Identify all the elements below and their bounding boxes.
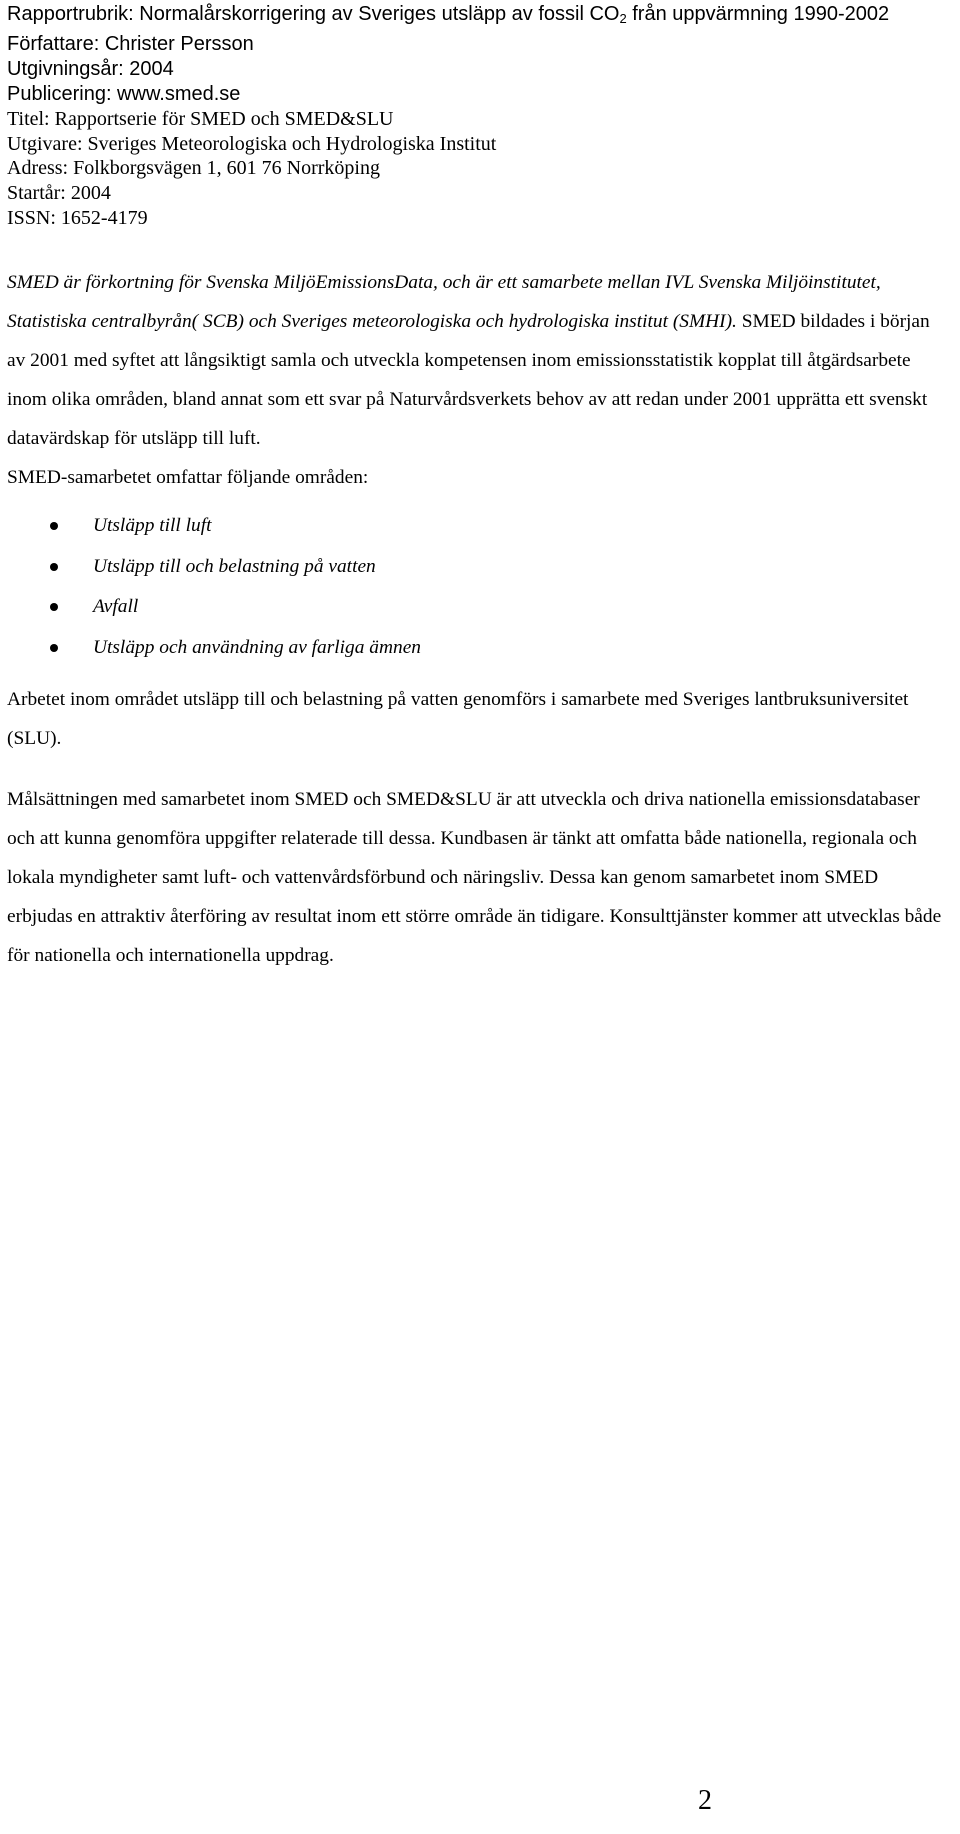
intro-text: SMED bildades i början av 2001 med syftet att långsiktigt samla och utveckla kompetensen inom emissionsstatistik kopplat till åtgärdsarbete inom olika områden, bland annat som ett svar på Naturvårdsverkets behov av att redan under 2001 upprätta ett svenskt datavärdskap för utsläpp till luft. — [7, 311, 930, 449]
publisher-line: Utgivare: Sveriges Meteorologiska och Hydrologiska Institut — [7, 132, 497, 155]
intro-paragraph — [7, 263, 947, 458]
bullet-icon — [50, 644, 58, 652]
intro-italic-text: SMED är förkortning för Svenska MiljöEmissionsData, och är ett samarbete mellan IVL Svenska Miljöinstitutet, Statistiska centralbyrån( SCB) och Sveriges meteorologiska och hydrologiska institut (SMHI). — [7, 272, 881, 332]
list-item — [7, 506, 947, 547]
bullet-icon — [50, 522, 58, 530]
paragraph-gap — [7, 758, 947, 780]
publication-site-line: Publicering: www.smed.se — [7, 82, 241, 105]
goals-paragraph: Målsättningen med samarbetet inom SMED och SMED&SLU är att utveckla och driva nationella emissionsdatabaser och att kunna genomföra uppgifter relaterade till dessa. Kundbasen är tänkt att omfatta både nationella, regionala och lokala myndigheter samt luft- och vattenvårdsförbund och näringsliv. Dessa kan genom samarbetet inom SMED erbjudas en attraktiv återföring av resultat inom ett större område än tidigare. Konsulttjänster kommer att utvecklas både för nationella och internationella uppdrag. — [7, 789, 942, 966]
publication-year-line: Utgivningsår: 2004 — [7, 57, 174, 80]
document-body — [7, 263, 947, 975]
areas-list — [7, 506, 947, 668]
start-year-line: Startår: 2004 — [7, 182, 111, 205]
address-line: Adress: Folkborgsvägen 1, 601 76 Norrköping — [7, 157, 380, 180]
list-item — [7, 547, 947, 588]
series-title-line: Titel: Rapportserie för SMED och SMED&SLU — [7, 107, 394, 130]
report-title-prefix: Rapportrubrik: Normalårskorrigering av Sveriges utsläpp av fossil CO — [7, 3, 620, 25]
report-title-line — [7, 2, 952, 32]
list-item-text: Utsläpp och användning av farliga ämnen — [93, 636, 421, 658]
bullet-icon — [50, 563, 58, 571]
list-item-text: Utsläpp till och belastning på vatten — [93, 555, 376, 577]
list-item-text: Utsläpp till luft — [93, 515, 212, 536]
co2-subscript: 2 — [619, 11, 627, 26]
list-item — [7, 628, 947, 669]
bullet-icon — [50, 603, 58, 611]
report-title-suffix: från uppvärmning 1990-2002 — [626, 3, 890, 25]
page-number: 2 — [698, 1785, 712, 1816]
list-item-text: Avfall — [93, 596, 139, 617]
issn-line: ISSN: 1652-4179 — [7, 207, 148, 230]
list-item — [7, 587, 947, 628]
author-line: Författare: Christer Persson — [7, 32, 254, 55]
slu-paragraph: Arbetet inom området utsläpp till och belastning på vatten genomförs i samarbete med Sveriges lantbruksuniversitet (SLU). — [7, 689, 909, 749]
report-metadata — [7, 2, 952, 231]
areas-intro-paragraph: SMED-samarbetet omfattar följande områden: — [7, 467, 369, 488]
